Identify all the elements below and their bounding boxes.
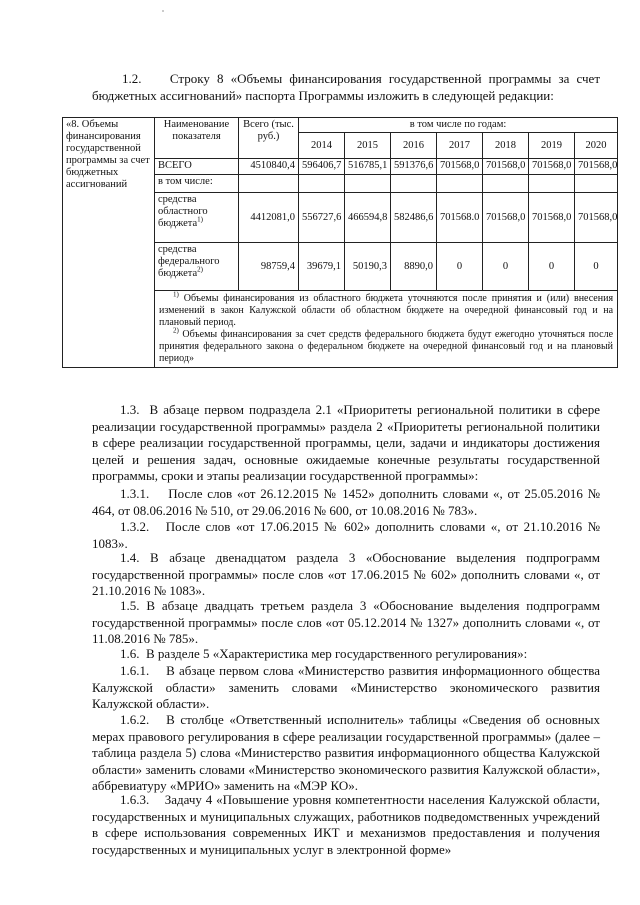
year-header: 2016 xyxy=(391,133,437,159)
row-head-cell: «8. Объемы финансирования государственной программы за счет бюджетных ассигнований xyxy=(63,118,155,368)
footnote-mark: 1) xyxy=(173,290,179,299)
cell-value: 0 xyxy=(483,243,529,291)
cell-value: 0 xyxy=(529,243,575,291)
cell-value: 701568,0 xyxy=(437,159,483,175)
scan-speck xyxy=(162,10,164,12)
row-label-text: средства федерального бюджета xyxy=(158,244,220,279)
cell-value: 50190,3 xyxy=(345,243,391,291)
cell-value: 701568,0 xyxy=(575,193,618,243)
cell-value: 701568.0 xyxy=(437,193,483,243)
cell-value: 701568,0 xyxy=(529,159,575,175)
cell-value: 591376,6 xyxy=(391,159,437,175)
footnotes-cell xyxy=(155,291,618,368)
paragraph-1-4: 1.4. В абзаце двенадцатом раздела 3 «Обоснование выделения подпрограмм государственной программы» после слов «от 17.06.2015 № 602» дополнить словами «, от 21.10.2016 № 1083». xyxy=(92,550,600,598)
cell-value: 556727,6 xyxy=(299,193,345,243)
cell-value: 596406,7 xyxy=(299,159,345,175)
paragraph-1-6-3: 1.6.3. Задачу 4 «Повышение уровня компетентности населения Калужской области, государственных и муниципальных служащих, работников подведомственных учреждений в сфере использования современных ИКТ и механизмов предоставления и получения государственных и муниципальных услуг в электронной форме» xyxy=(92,792,600,857)
total-header: Всего (тыс. руб.) xyxy=(239,118,299,159)
footnote-ref: 2) xyxy=(197,265,203,274)
row-label: в том числе: xyxy=(155,175,239,193)
cell-value: 0 xyxy=(575,243,618,291)
row-label: ВСЕГО xyxy=(155,159,239,175)
paragraph-1-6-1: 1.6.1. В абзаце первом слова «Министерство развития информационного общества Калужской области» заменить словами «Министерство экономического развития Калужской области». xyxy=(92,663,600,711)
footnote-1 xyxy=(159,290,614,329)
row-label-text: средства областного бюджета xyxy=(158,194,208,229)
paragraph-1-5: 1.5. В абзаце двадцать третьем раздела 3 «Обоснование выделения подпрограмм государственной программы» после слов «от 05.12.2014 № 1327» дополнить словами «, от 11.08.2016 № 785». xyxy=(92,598,600,646)
intro-paragraph: 1.2. Строку 8 «Объемы финансирования государственной программы за счет бюджетных ассигнований» паспорта Программы изложить в следующей редакции: xyxy=(92,71,600,103)
cell-value: 701568,0 xyxy=(483,193,529,243)
paragraph-1-3-2: 1.3.2. После слов «от 17.06.2015 № 602» дополнить словами «, от 21.10.2016 № 1083». xyxy=(92,519,600,551)
cell-value: 701568,0 xyxy=(483,159,529,175)
cell-value: 516785,1 xyxy=(345,159,391,175)
row-label xyxy=(155,243,239,291)
footnote-text: Объемы финансирования за счет средств федерального бюджета будут ежегодно уточняться после принятия федерального закона о федеральном бюджете на очередной финансовый год и на плановый период» xyxy=(159,329,614,364)
footnote-2 xyxy=(159,326,614,365)
indicator-header: Наименование показателя xyxy=(155,118,239,159)
year-header: 2017 xyxy=(437,133,483,159)
row-total: 4510840,4 xyxy=(239,159,299,175)
cell-value: 0 xyxy=(437,243,483,291)
cell-value: 701568,0 xyxy=(575,159,618,175)
row-total: 98759,4 xyxy=(239,243,299,291)
paragraph-1-3-1: 1.3.1. После слов «от 26.12.2015 № 1452» дополнить словами «, от 25.05.2016 № 464, от 08.06.2016 № 510, от 29.06.2016 № 600, от 10.08.2016 № 783». xyxy=(92,486,600,518)
cell-value: 582486,6 xyxy=(391,193,437,243)
years-group-header: в том числе по годам: xyxy=(299,118,618,133)
footnote-mark: 2) xyxy=(173,326,179,335)
row-label xyxy=(155,193,239,243)
footnote-text: Объемы финансирования из областного бюджета уточняются после принятия и (или) внесения изменений в закон Калужской области об областном бюджете на очередной финансовый год и на плановый период. xyxy=(159,293,614,328)
row-total: 4412081,0 xyxy=(239,193,299,243)
year-header: 2019 xyxy=(529,133,575,159)
paragraph-1-3: 1.3. В абзаце первом подраздела 2.1 «Приоритеты региональной политики в сфере реализации государственной программы» раздела 2 «Приоритеты региональной политики в сфере реализации государственной программы, цели, задачи и индикаторы достижения целей и решения задач, основные ожидаемые конечные результаты государственной программы, сроки и этапы реализации государственной программы»: xyxy=(92,402,600,483)
cell-value: 701568,0 xyxy=(529,193,575,243)
year-header: 2018 xyxy=(483,133,529,159)
year-header: 2020 xyxy=(575,133,618,159)
year-header: 2014 xyxy=(299,133,345,159)
footnote-ref: 1) xyxy=(197,215,203,224)
cell-value: 466594,8 xyxy=(345,193,391,243)
year-header: 2015 xyxy=(345,133,391,159)
paragraph-1-6: 1.6. В разделе 5 «Характеристика мер государственного регулирования»: xyxy=(120,646,528,661)
financing-table xyxy=(62,117,618,368)
cell-value: 39679,1 xyxy=(299,243,345,291)
cell-value: 8890,0 xyxy=(391,243,437,291)
paragraph-1-6-2: 1.6.2. В столбце «Ответственный исполнитель» таблицы «Сведения об основных мерах правового регулирования в сфере реализации государственной программы» (далее – таблица раздела 5) слова «Министерство развития информационного общества Калужской области» заменить словами «Министерство экономического развития Калужской области», аббревиатуру «МРИО» заменить на «МЭР КО». xyxy=(92,712,600,793)
